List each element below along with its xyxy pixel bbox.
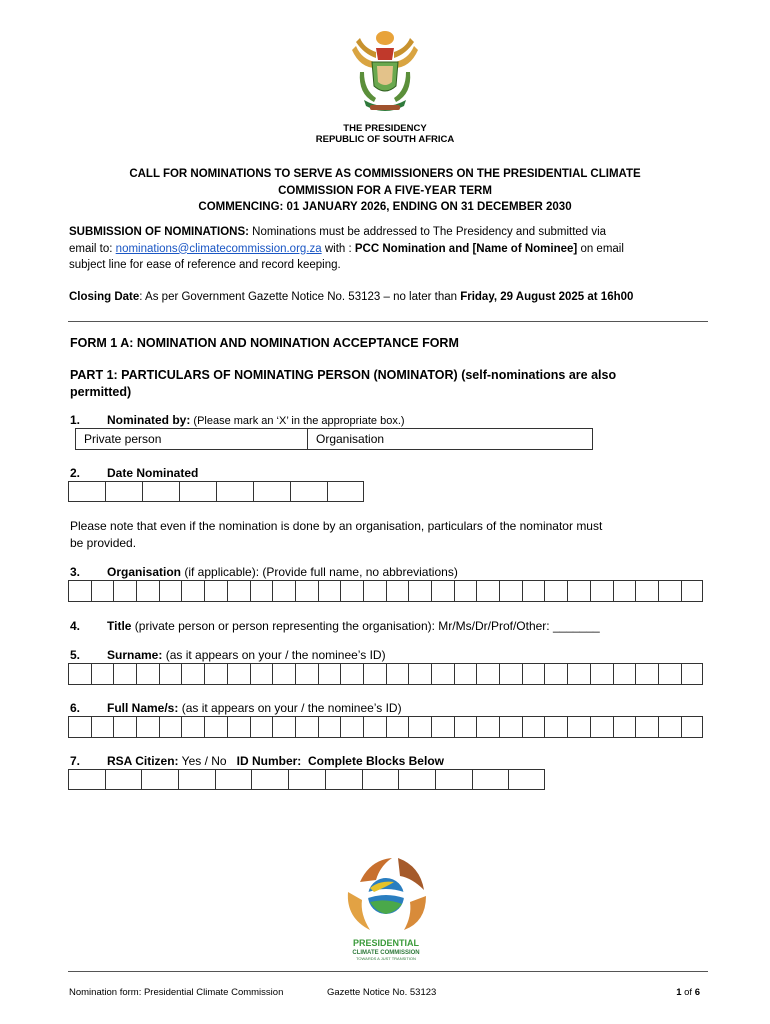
input-block[interactable] xyxy=(590,663,613,685)
input-block[interactable] xyxy=(567,663,590,685)
input-block[interactable] xyxy=(508,769,545,790)
input-block[interactable] xyxy=(251,769,288,790)
q3-label: Organisation (if applicable): (Provide full name, no abbreviations) xyxy=(107,565,458,579)
submission-text2: email to: xyxy=(69,242,116,255)
input-block[interactable] xyxy=(408,580,431,602)
input-block[interactable] xyxy=(290,481,327,502)
input-block[interactable] xyxy=(179,481,216,502)
input-block[interactable] xyxy=(476,716,499,738)
input-block[interactable] xyxy=(431,663,454,685)
input-block[interactable] xyxy=(398,769,435,790)
input-block[interactable] xyxy=(340,663,363,685)
input-block[interactable] xyxy=(340,716,363,738)
input-block[interactable] xyxy=(204,716,227,738)
closing-deadline: Friday, 29 August 2025 at 16h00 xyxy=(460,291,634,303)
input-block[interactable] xyxy=(295,580,318,602)
input-block[interactable] xyxy=(159,663,182,685)
closing-text: : As per Government Gazette Notice No. 53123 – no later than xyxy=(139,291,461,303)
input-block[interactable] xyxy=(635,663,658,685)
input-block[interactable] xyxy=(327,481,364,502)
q4-number: 4. xyxy=(70,619,81,633)
input-block[interactable] xyxy=(658,663,681,685)
input-block[interactable] xyxy=(105,769,142,790)
input-block[interactable] xyxy=(204,663,227,685)
presidency-line2: REPUBLIC OF SOUTH AFRICA xyxy=(315,134,455,145)
input-block[interactable] xyxy=(105,481,142,502)
input-block[interactable] xyxy=(681,663,704,685)
q5-label: Surname: (as it appears on your / the nominee’s ID) xyxy=(107,648,386,662)
q1-number: 1. xyxy=(70,413,81,427)
input-block[interactable] xyxy=(142,481,179,502)
input-block[interactable] xyxy=(68,769,105,790)
footer-gazette: Gazette Notice No. 53123 xyxy=(327,987,437,998)
input-block[interactable] xyxy=(613,580,636,602)
input-block[interactable] xyxy=(91,663,114,685)
presidency-header xyxy=(0,123,770,145)
input-block[interactable] xyxy=(113,663,136,685)
input-block[interactable] xyxy=(386,716,409,738)
input-block[interactable] xyxy=(288,769,325,790)
input-block[interactable] xyxy=(499,580,522,602)
option-private-person[interactable]: Private person xyxy=(75,428,307,450)
q6-number: 6. xyxy=(70,701,81,715)
input-block[interactable] xyxy=(91,716,114,738)
input-block[interactable] xyxy=(113,716,136,738)
input-block[interactable] xyxy=(408,663,431,685)
submission-text4: on email xyxy=(577,242,624,255)
submission-text3: with : xyxy=(321,242,355,255)
input-block[interactable] xyxy=(227,580,250,602)
input-block[interactable] xyxy=(544,580,567,602)
input-block[interactable] xyxy=(681,580,704,602)
input-block[interactable] xyxy=(272,663,295,685)
input-block[interactable] xyxy=(658,580,681,602)
date-blocks xyxy=(68,481,364,502)
q4-label: Title (private person or person representing the organisation): Mr/Ms/Dr/Prof/Other: _______ xyxy=(107,619,600,633)
input-block[interactable] xyxy=(635,716,658,738)
input-block[interactable] xyxy=(68,481,105,502)
input-block[interactable] xyxy=(272,580,295,602)
coat-of-arms-logo xyxy=(350,28,420,114)
input-block[interactable] xyxy=(363,580,386,602)
input-block[interactable] xyxy=(295,663,318,685)
input-block[interactable] xyxy=(68,663,91,685)
input-block[interactable] xyxy=(454,716,477,738)
submission-text1: Nominations must be addressed to The Presidency and submitted via xyxy=(248,226,607,238)
input-block[interactable] xyxy=(681,716,704,738)
input-block[interactable] xyxy=(613,716,636,738)
input-block[interactable] xyxy=(590,580,613,602)
input-block[interactable] xyxy=(544,663,567,685)
input-block[interactable] xyxy=(136,580,159,602)
closing-label: Closing Date xyxy=(69,291,140,303)
input-block[interactable] xyxy=(590,716,613,738)
input-block[interactable] xyxy=(635,580,658,602)
input-block[interactable] xyxy=(522,716,545,738)
input-block[interactable] xyxy=(386,580,409,602)
footer-left: Nomination form: Presidential Climate Commission xyxy=(69,987,284,998)
input-block[interactable] xyxy=(204,580,227,602)
input-block[interactable] xyxy=(431,716,454,738)
input-block[interactable] xyxy=(363,716,386,738)
input-block[interactable] xyxy=(613,663,636,685)
input-block[interactable] xyxy=(227,716,250,738)
q6-label: Full Name/s: (as it appears on your / the nominee’s ID) xyxy=(107,701,402,715)
email-link[interactable]: nominations@climatecommission.org.za xyxy=(115,242,322,255)
submission-paragraph xyxy=(69,224,709,274)
input-block[interactable] xyxy=(567,716,590,738)
q7-label: RSA Citizen: Yes / No ID Number: Complete Blocks Below xyxy=(107,754,444,768)
input-block[interactable] xyxy=(178,769,215,790)
input-block[interactable] xyxy=(499,663,522,685)
input-block[interactable] xyxy=(141,769,178,790)
input-block[interactable] xyxy=(435,769,472,790)
input-block[interactable] xyxy=(253,481,290,502)
document-title xyxy=(0,166,770,216)
input-block[interactable] xyxy=(325,769,362,790)
input-block[interactable] xyxy=(454,580,477,602)
title-line2: COMMISSION FOR A FIVE-YEAR TERM xyxy=(278,184,492,197)
form-title: FORM 1 A: NOMINATION AND NOMINATION ACCEPTANCE FORM xyxy=(70,336,459,350)
input-block[interactable] xyxy=(476,580,499,602)
organisation-blocks xyxy=(68,580,703,602)
input-block[interactable] xyxy=(318,663,341,685)
input-block[interactable] xyxy=(136,663,159,685)
input-block[interactable] xyxy=(454,663,477,685)
input-block[interactable] xyxy=(159,580,182,602)
input-block[interactable] xyxy=(227,663,250,685)
q1-choices xyxy=(75,428,593,450)
input-block[interactable] xyxy=(522,580,545,602)
part1-heading xyxy=(70,367,616,400)
closing-date xyxy=(69,289,633,306)
organisation-note: Please note that even if the nomination is done by an organisation, particulars of the nominator must be provided. xyxy=(70,519,603,550)
q5-number: 5. xyxy=(70,648,81,662)
q3-number: 3. xyxy=(70,565,81,579)
title-line3: COMMENCING: 01 JANUARY 2026, ENDING ON 31 DECEMBER 2030 xyxy=(198,201,572,213)
input-block[interactable] xyxy=(658,716,681,738)
footer-divider xyxy=(68,971,708,972)
input-block[interactable] xyxy=(340,580,363,602)
q2-label: Date Nominated xyxy=(107,466,199,480)
subject-line: PCC Nomination and [Name of Nominee] xyxy=(354,242,578,255)
input-block[interactable] xyxy=(216,481,253,502)
part1-line2: permitted) xyxy=(70,384,132,399)
surname-blocks xyxy=(68,663,703,685)
input-block[interactable] xyxy=(318,580,341,602)
input-block[interactable] xyxy=(476,663,499,685)
input-block[interactable] xyxy=(159,716,182,738)
presidency-line1: THE PRESIDENCY xyxy=(343,123,427,134)
submission-label: SUBMISSION OF NOMINATIONS: xyxy=(69,226,249,238)
title-line1: CALL FOR NOMINATIONS TO SERVE AS COMMISSIONERS ON THE PRESIDENTIAL CLIMATE xyxy=(129,168,641,180)
input-block[interactable] xyxy=(363,663,386,685)
input-block[interactable] xyxy=(567,580,590,602)
input-block[interactable] xyxy=(91,580,114,602)
input-block[interactable] xyxy=(362,769,399,790)
input-block[interactable] xyxy=(250,663,273,685)
input-block[interactable] xyxy=(136,716,159,738)
input-block[interactable] xyxy=(272,716,295,738)
input-block[interactable] xyxy=(250,580,273,602)
input-block[interactable] xyxy=(318,716,341,738)
pcc-logo xyxy=(340,852,432,962)
logo-line1: PRESIDENTIAL xyxy=(352,938,420,948)
q1-label: Nominated by: (Please mark an ‘X’ in the appropriate box.) xyxy=(107,413,405,427)
option-organisation[interactable]: Organisation xyxy=(307,428,593,450)
input-block[interactable] xyxy=(472,769,509,790)
input-block[interactable] xyxy=(181,716,204,738)
input-block[interactable] xyxy=(250,716,273,738)
q2-number: 2. xyxy=(70,466,81,480)
logo-line2: CLIMATE COMMISSION xyxy=(352,950,420,956)
input-block[interactable] xyxy=(544,716,567,738)
input-block[interactable] xyxy=(68,716,91,738)
input-block[interactable] xyxy=(431,580,454,602)
input-block[interactable] xyxy=(181,663,204,685)
divider xyxy=(68,321,708,322)
input-block[interactable] xyxy=(408,716,431,738)
page-number: 1 of 6 xyxy=(676,987,700,998)
input-block[interactable] xyxy=(295,716,318,738)
part1-line1: PART 1: PARTICULARS OF NOMINATING PERSON (NOMINATOR) (self-nominations are also xyxy=(70,368,617,382)
input-block[interactable] xyxy=(113,580,136,602)
id-number-blocks xyxy=(68,769,545,790)
input-block[interactable] xyxy=(522,663,545,685)
input-block[interactable] xyxy=(386,663,409,685)
full-names-blocks xyxy=(68,716,703,738)
input-block[interactable] xyxy=(68,580,91,602)
q7-number: 7. xyxy=(70,754,81,768)
logo-line3: TOWARDS A JUST TRANSITION xyxy=(356,956,416,961)
input-block[interactable] xyxy=(215,769,252,790)
submission-text5: subject line for ease of reference and record keeping. xyxy=(69,259,341,271)
input-block[interactable] xyxy=(181,580,204,602)
input-block[interactable] xyxy=(499,716,522,738)
